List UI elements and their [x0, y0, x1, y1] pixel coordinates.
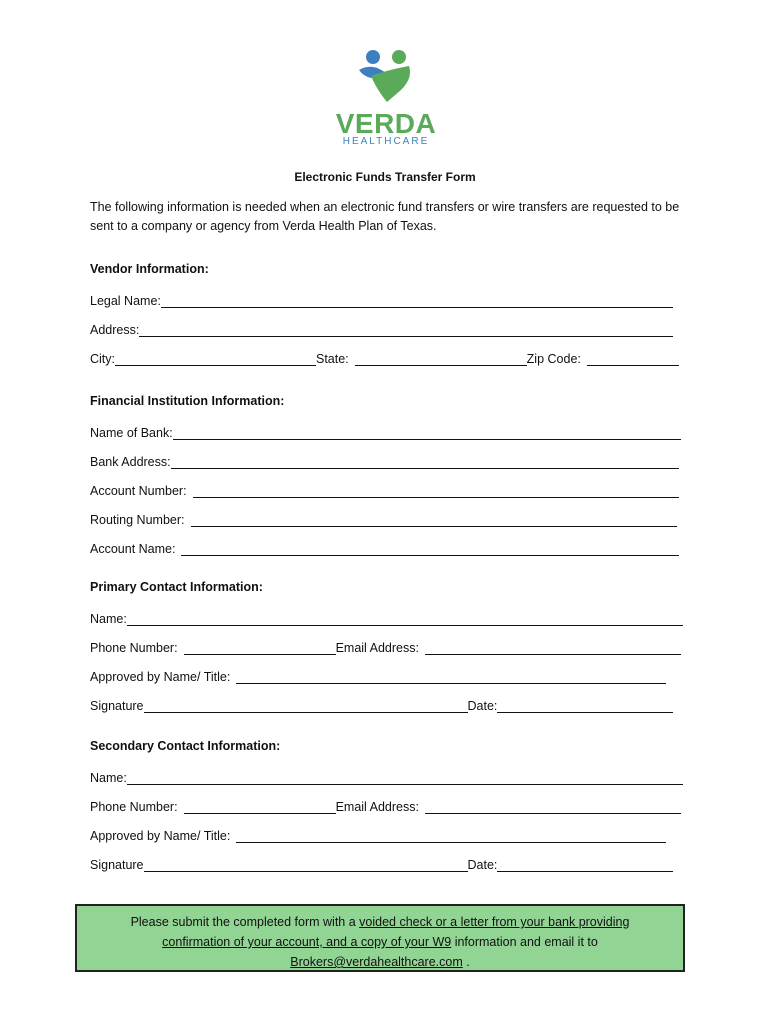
routing-number-label: Routing Number:	[90, 513, 185, 527]
account-number-row	[90, 480, 679, 498]
brand-name: VERDA	[335, 108, 437, 139]
notice-requirements-line1: voided check or a letter from your bank providing	[359, 915, 630, 929]
primary-approved-label: Approved by Name/ Title:	[90, 670, 231, 684]
form-title: Electronic Funds Transfer Form	[294, 170, 476, 184]
two-people-heart-icon	[351, 48, 421, 106]
notice-requirements-line2: confirmation of your account, and a copy of your W9	[162, 935, 452, 949]
primary-name-field[interactable]	[127, 611, 683, 626]
bank-address-label: Bank Address:	[90, 455, 171, 469]
secondary-date-label: Date:	[467, 858, 498, 872]
primary-signature-label: Signature	[90, 699, 144, 713]
secondary-signature-label: Signature	[90, 858, 144, 872]
bank-name-label: Name of Bank:	[90, 426, 173, 440]
primary-signature-row	[90, 695, 673, 713]
primary-approved-field[interactable]	[236, 669, 666, 684]
vendor-heading: Vendor Information:	[90, 262, 209, 276]
submission-notice	[75, 904, 685, 972]
secondary-date-field[interactable]	[497, 857, 673, 872]
primary-phone-field[interactable]	[184, 640, 336, 655]
secondary-phone-email-row	[90, 796, 681, 814]
bank-name-row	[90, 422, 681, 440]
financial-heading: Financial Institution Information:	[90, 394, 285, 408]
routing-number-row	[90, 509, 677, 527]
secondary-phone-label: Phone Number:	[90, 800, 178, 814]
primary-signature-field[interactable]	[144, 698, 468, 713]
bank-name-field[interactable]	[173, 425, 681, 440]
brokers-email-link[interactable]: Brokers@verdahealthcare.com	[290, 955, 463, 969]
primary-phone-email-row	[90, 637, 681, 655]
primary-email-field[interactable]	[425, 640, 681, 655]
primary-name-label: Name:	[90, 612, 127, 626]
secondary-name-row	[90, 767, 683, 785]
secondary-email-field[interactable]	[425, 799, 681, 814]
bank-address-row	[90, 451, 679, 469]
secondary-email-label: Email Address:	[335, 800, 419, 814]
legal-name-field[interactable]	[161, 293, 673, 308]
notice-text-start: Please submit the completed form with a	[130, 915, 360, 929]
primary-name-row	[90, 608, 683, 626]
account-name-label: Account Name:	[90, 542, 176, 556]
secondary-name-field[interactable]	[127, 770, 683, 785]
state-label: State:	[316, 352, 349, 366]
account-number-label: Account Number:	[90, 484, 187, 498]
account-name-row	[90, 538, 679, 556]
bank-address-field[interactable]	[171, 454, 679, 469]
brand-subtitle: HEALTHCARE	[342, 136, 430, 147]
legal-name-label: Legal Name:	[90, 294, 161, 308]
account-name-field[interactable]	[181, 541, 679, 556]
secondary-name-label: Name:	[90, 771, 127, 785]
secondary-heading: Secondary Contact Information:	[90, 739, 281, 753]
notice-text-middle: information and email it to	[451, 935, 598, 949]
address-row	[90, 319, 673, 337]
routing-number-field[interactable]	[191, 512, 677, 527]
address-field[interactable]	[139, 322, 673, 337]
account-number-field[interactable]	[193, 483, 679, 498]
city-field[interactable]	[115, 351, 316, 366]
primary-phone-label: Phone Number:	[90, 641, 178, 655]
primary-date-label: Date:	[467, 699, 498, 713]
secondary-signature-field[interactable]	[144, 857, 468, 872]
intro-text: The following information is needed when an electronic fund transfers or wire transfers are requested to be sent to a company or agency from Verda Health Plan of Texas.	[90, 200, 680, 233]
secondary-approved-label: Approved by Name/ Title:	[90, 829, 231, 843]
primary-approved-row	[90, 666, 666, 684]
secondary-phone-field[interactable]	[184, 799, 336, 814]
secondary-approved-field[interactable]	[236, 828, 666, 843]
secondary-approved-row	[90, 825, 666, 843]
primary-date-field[interactable]	[497, 698, 673, 713]
primary-heading: Primary Contact Information:	[90, 580, 263, 594]
verda-logo	[333, 48, 439, 150]
address-label: Address:	[90, 323, 140, 337]
zip-field[interactable]	[587, 351, 679, 366]
primary-email-label: Email Address:	[335, 641, 419, 655]
zip-label: Zip Code:	[526, 352, 581, 366]
city-label: City:	[90, 352, 115, 366]
city-state-zip-row	[90, 348, 679, 366]
state-field[interactable]	[355, 351, 527, 366]
legal-name-row	[90, 290, 673, 308]
secondary-signature-row	[90, 854, 673, 872]
notice-text-end: .	[462, 955, 470, 969]
